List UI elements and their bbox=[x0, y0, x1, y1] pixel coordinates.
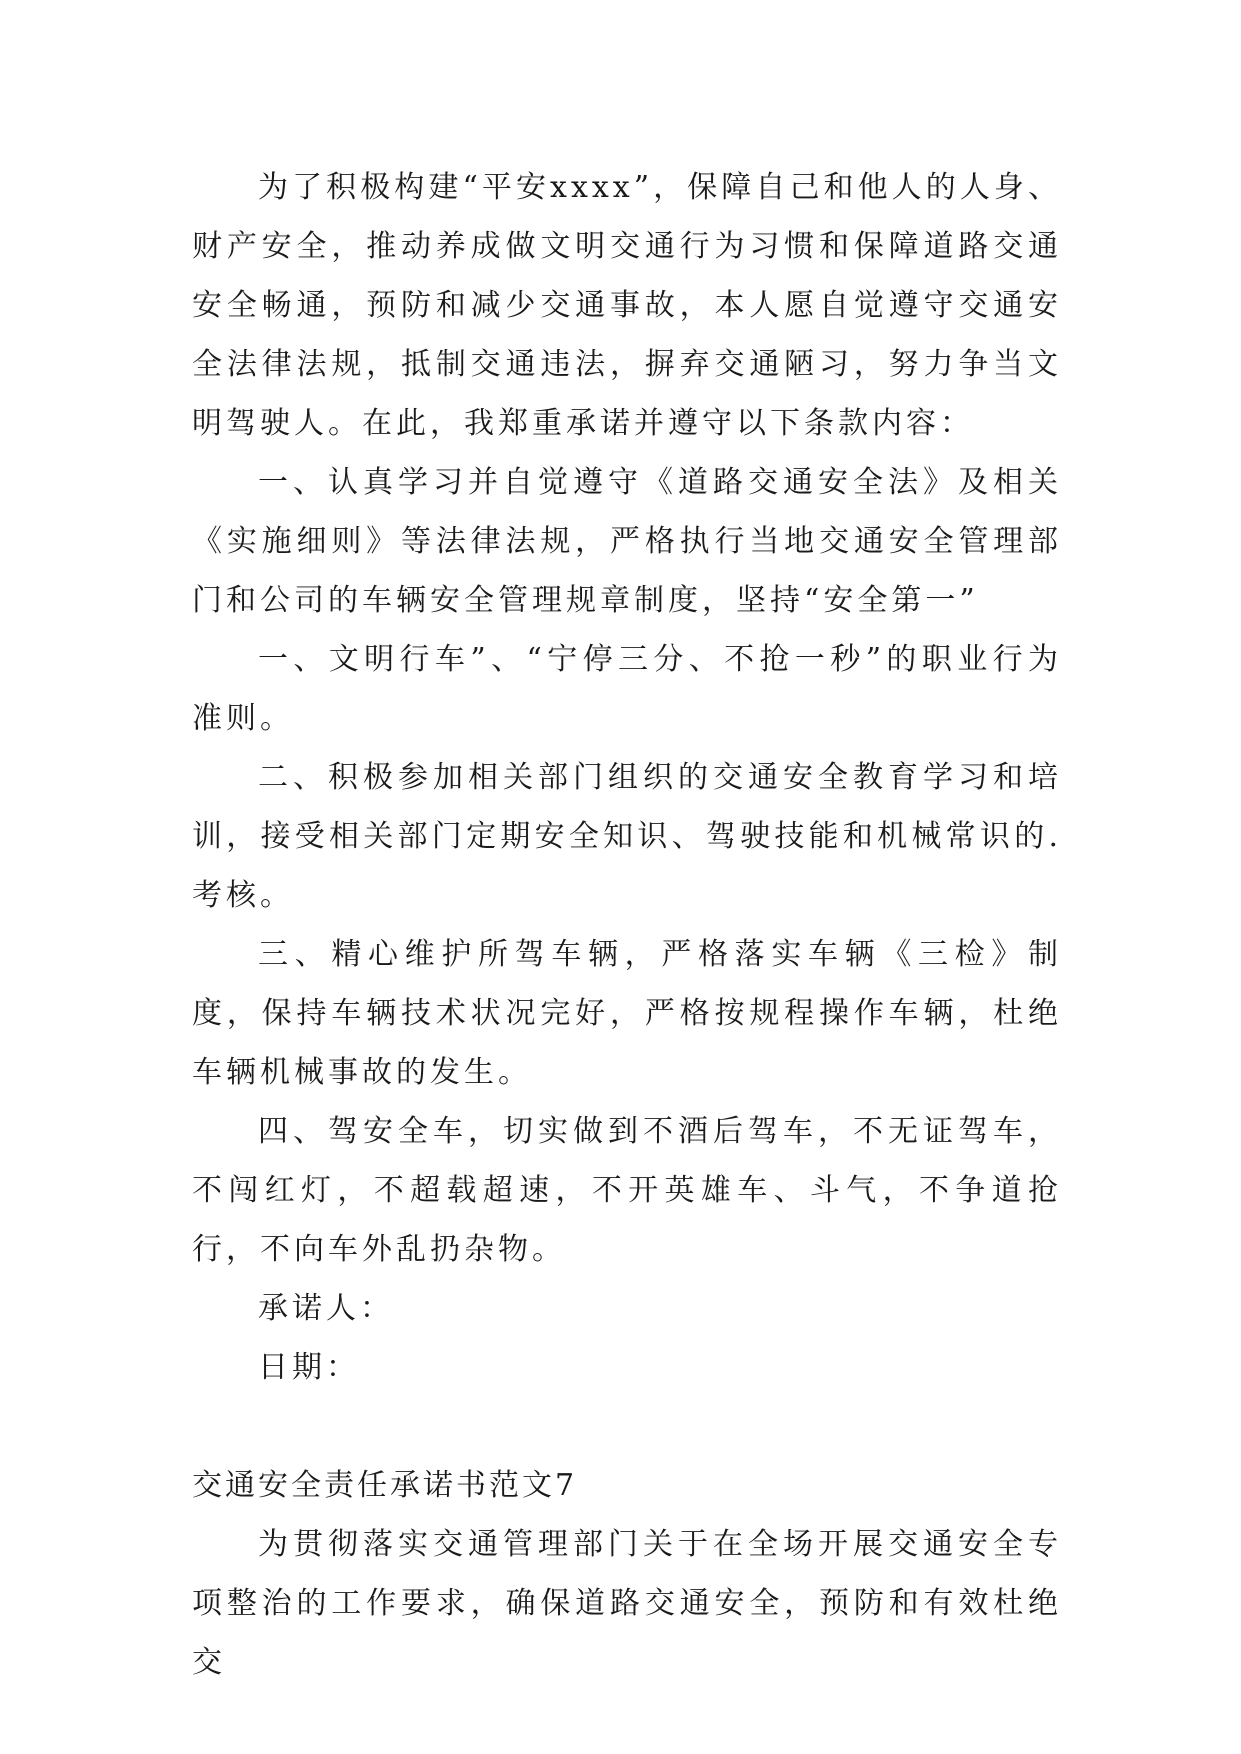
section-spacer bbox=[192, 1397, 1062, 1456]
paragraph-clause-2: 二、积极参加相关部门组织的交通安全教育学习和培训，接受相关部门定期安全知识、驾驶技能和机械常识的.考核。 bbox=[192, 760, 1062, 913]
paragraph-clause-4: 四、驾安全车，切实做到不酒后驾车，不无证驾车，不闯红灯，不超载超速，不开英雄车、斗气，不争道抢行，不向车外乱扔杂物。 bbox=[192, 1114, 1062, 1267]
paragraph-clause-1: 一、认真学习并自觉遵守《道路交通安全法》及相关《实施细则》等法律法规，严格执行当地交通安全管理部门和公司的车辆安全管理规章制度，坚持“安全第一” bbox=[192, 465, 1062, 618]
promisor-label: 承诺人： bbox=[258, 1291, 394, 1326]
section-paragraph: 为贯彻落实交通管理部门关于在全场开展交通安全专项整治的工作要求，确保道路交通安全，预防和有效杜绝交 bbox=[192, 1527, 1062, 1680]
paragraph-intro: 为了积极构建“平安xxxx”，保障自己和他人的人身、财产安全，推动养成做文明交通行为习惯和保障道路交通安全畅通，预防和减少交通事故，本人愿自觉遵守交通安全法律法规，抵制交通违法，摒弃交通陋习，努力争当文明驾驶人。在此，我郑重承诺并遵守以下条款内容： bbox=[192, 170, 1062, 441]
section-heading: 交通安全责任承诺书范文7 bbox=[192, 1468, 578, 1503]
date-label: 日期： bbox=[258, 1350, 360, 1385]
document-body bbox=[192, 158, 1062, 1692]
paragraph-clause-1b: 一、文明行车”、“宁停三分、不抢一秒”的职业行为准则。 bbox=[192, 642, 1062, 736]
paragraph-clause-3: 三、精心维护所驾车辆，严格落实车辆《三检》制度，保持车辆技术状况完好，严格按规程操作车辆，杜绝车辆机械事故的发生。 bbox=[192, 937, 1062, 1090]
